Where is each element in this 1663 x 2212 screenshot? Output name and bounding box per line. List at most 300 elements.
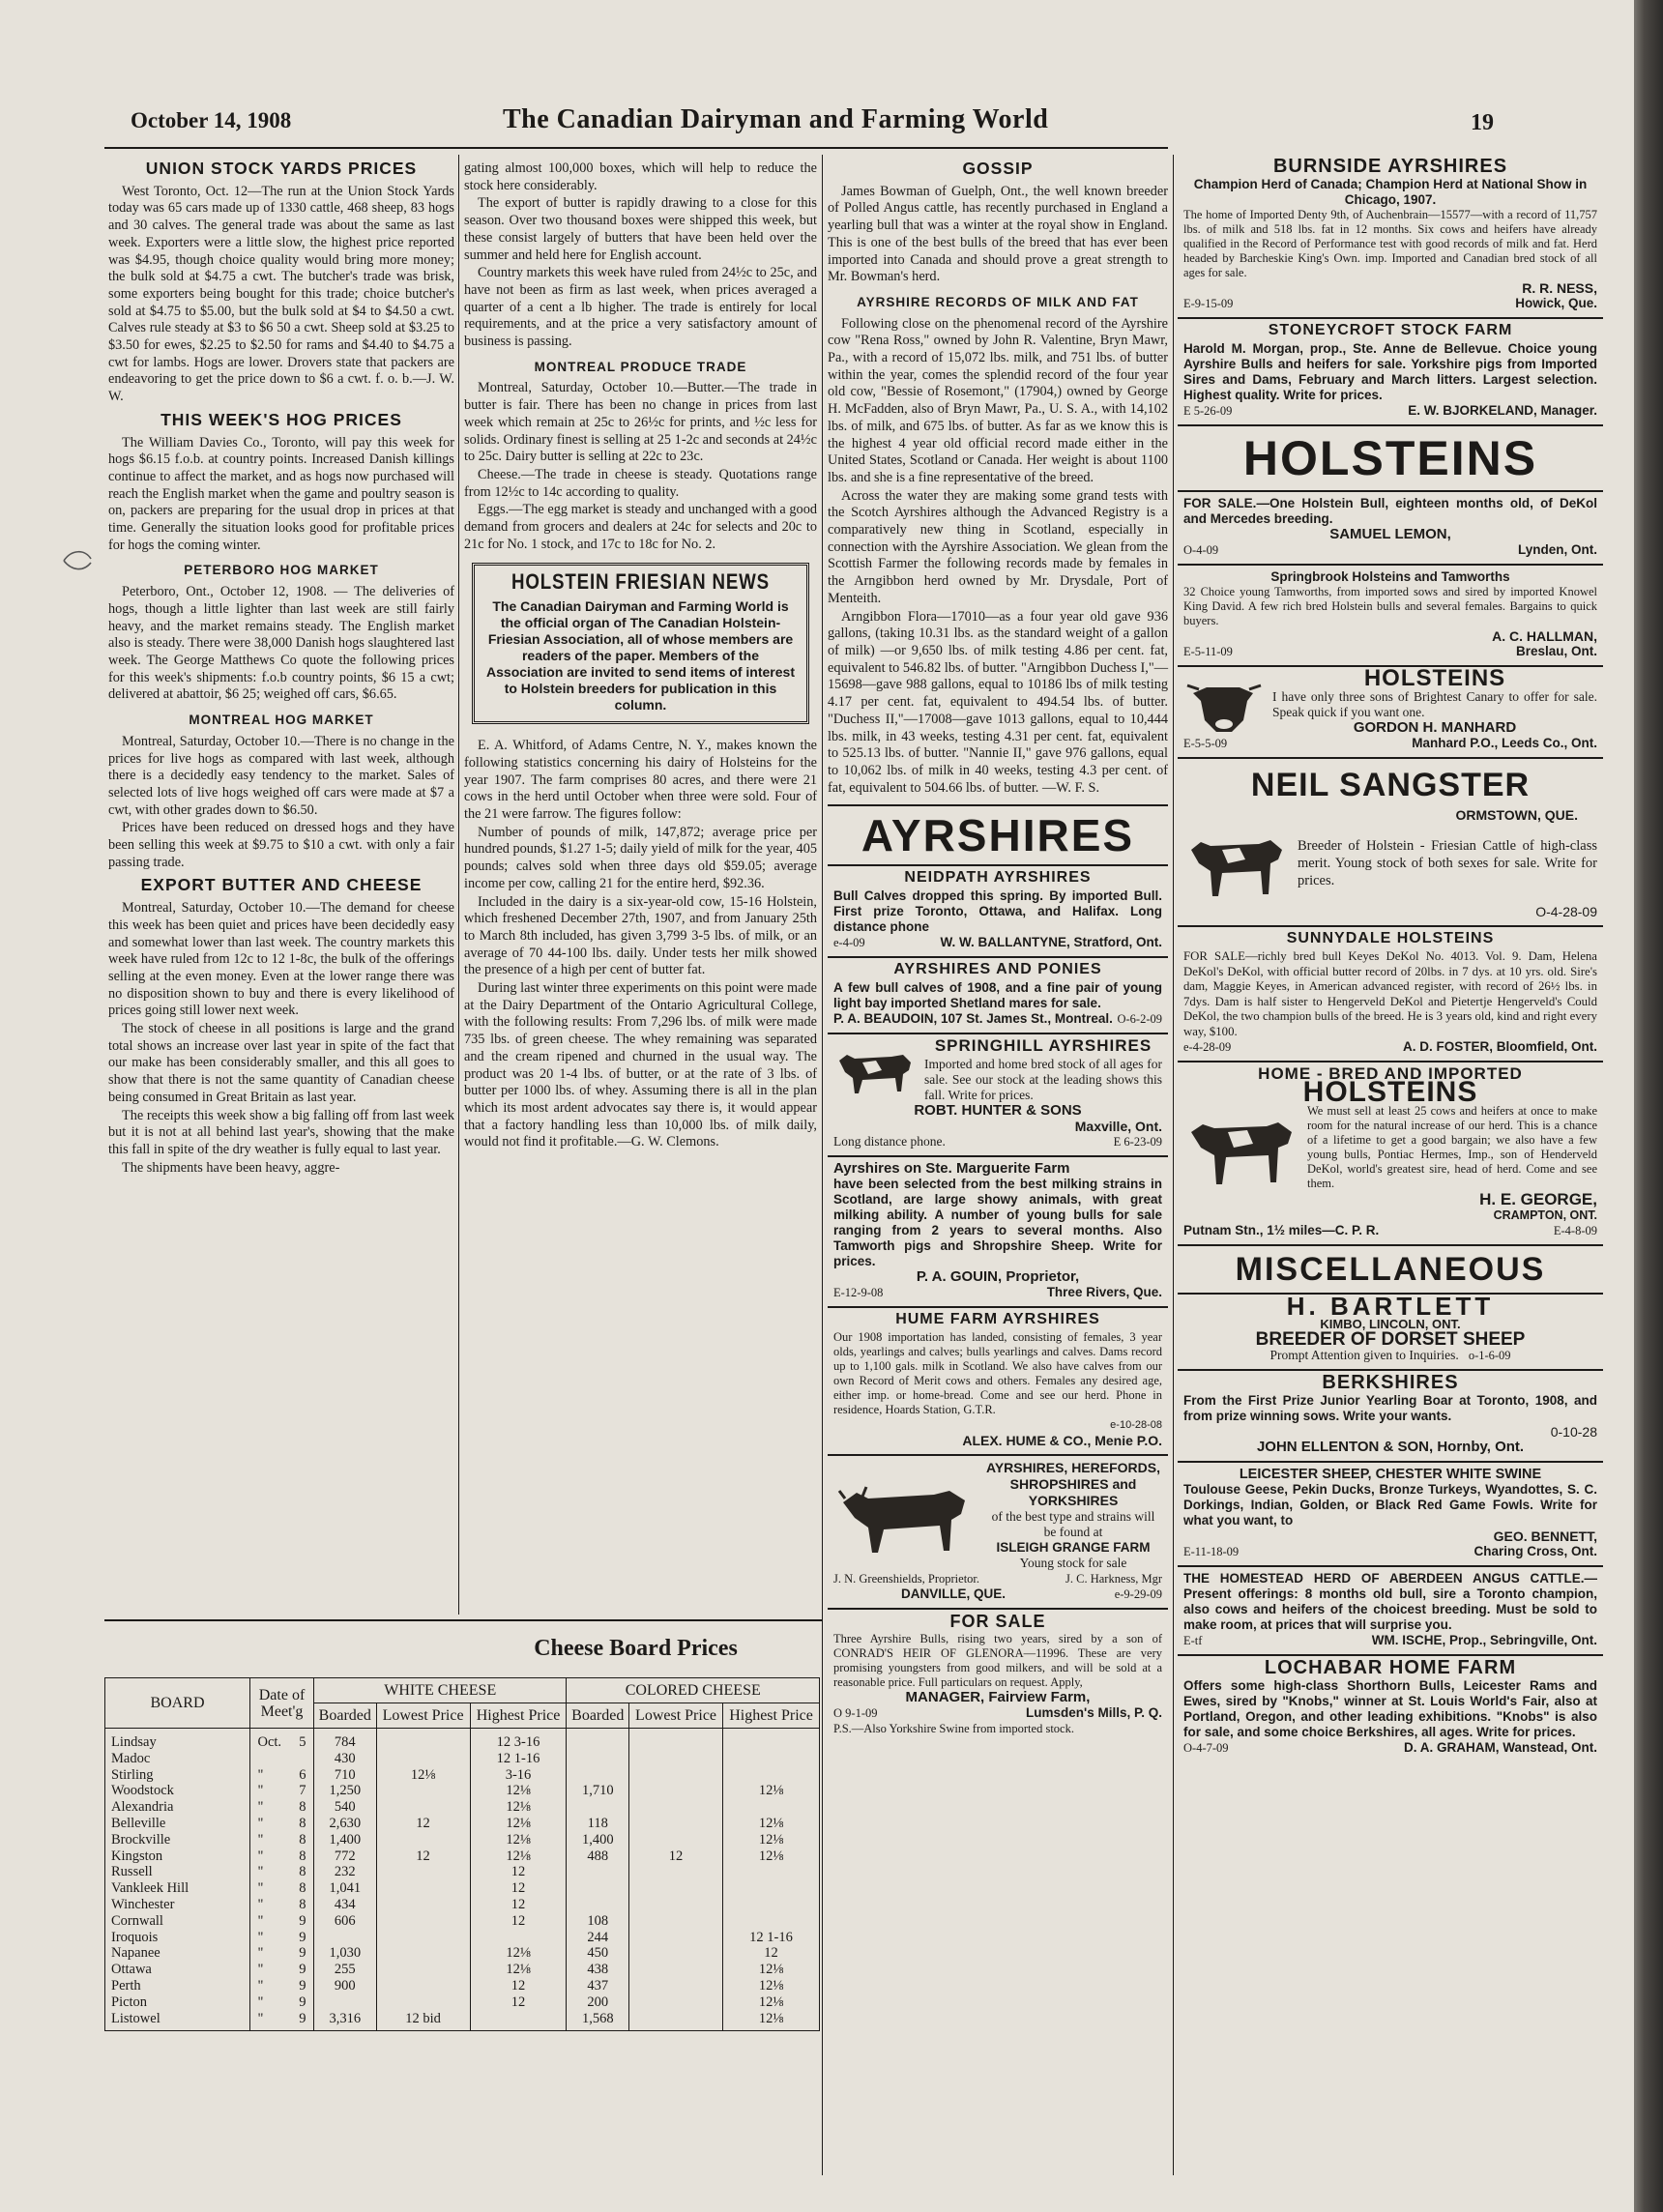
lemon-place: Lynden, Ont. bbox=[1518, 542, 1597, 557]
board-cell: Winchester bbox=[105, 1897, 250, 1913]
white-highest-cell: 12⅛ bbox=[470, 1816, 567, 1832]
white-boarded-cell: 1,400 bbox=[314, 1832, 377, 1848]
springbrook-heading: Springbrook Holsteins and Tamworths bbox=[1270, 569, 1510, 584]
date-day: 9 bbox=[299, 1945, 306, 1962]
manhard-body: I have only three sons of Brightest Canary to offer for sale. Speak quick if you want one. bbox=[1272, 689, 1597, 719]
burnside-ad bbox=[1178, 155, 1603, 319]
colored-highest-cell bbox=[723, 1864, 820, 1880]
hog-prices-heading: THIS WEEK'S HOG PRICES bbox=[160, 409, 402, 429]
white-lowest-cell: 12 bid bbox=[376, 2011, 470, 2031]
date-month: Oct. bbox=[257, 1734, 282, 1750]
whitford-article-p2: Number of pounds of milk, 147,872; average price per hundred pounds, $1.27 1-5; daily yield of milk for the year, 405 pounds; calves sold when three days old $59.05; average income per cow, calling 21 for the entire herd, $92.36. bbox=[464, 824, 817, 891]
column-rule-1 bbox=[458, 155, 459, 1615]
white-boarded-cell: 430 bbox=[314, 1751, 377, 1767]
header-rule bbox=[104, 147, 1168, 149]
homestead-code: E-tf bbox=[1183, 1634, 1203, 1647]
page-number: 19 bbox=[1471, 110, 1494, 135]
colored-highest-cell: 12⅛ bbox=[723, 1978, 820, 1994]
column-1 bbox=[108, 155, 454, 1178]
white-highest-cell: 12⅛ bbox=[470, 1945, 567, 1962]
table-row bbox=[105, 1751, 820, 1767]
colored-lowest-cell bbox=[629, 1864, 723, 1880]
colored-highest-cell bbox=[723, 1799, 820, 1816]
board-cell: Belleville bbox=[105, 1816, 250, 1832]
board-cell: Listowel bbox=[105, 2011, 250, 2031]
white-boarded-cell: 255 bbox=[314, 1962, 377, 1978]
table-top-rule bbox=[104, 1619, 822, 1621]
white-boarded-cell: 434 bbox=[314, 1897, 377, 1913]
union-stock-yards-heading: UNION STOCK YARDS PRICES bbox=[145, 159, 418, 178]
date-cell bbox=[250, 1767, 314, 1784]
white-highest-cell: 12 1-16 bbox=[470, 1751, 567, 1767]
white-boarded-cell bbox=[314, 1994, 377, 2011]
bennett-ad bbox=[1178, 1463, 1603, 1567]
marguerite-ad bbox=[828, 1157, 1168, 1308]
isleigh-body-2: Young stock for sale bbox=[1019, 1556, 1127, 1571]
springhill-phone: Long distance phone. bbox=[833, 1134, 946, 1150]
board-cell: Cornwall bbox=[105, 1913, 250, 1930]
date-cell bbox=[250, 1994, 314, 2011]
white-boarded-cell bbox=[314, 1930, 377, 1946]
lochabar-ad bbox=[1178, 1656, 1603, 1761]
isleigh-proprietor: J. N. Greenshields, Proprietor. bbox=[833, 1572, 980, 1586]
date-day: 8 bbox=[299, 1896, 306, 1912]
date-day: 9 bbox=[299, 1962, 306, 1978]
cow-illustration-icon-2 bbox=[1183, 823, 1290, 904]
date-day: 9 bbox=[299, 1977, 306, 1994]
marguerite-heading: Ayrshires on Ste. Marguerite Farm bbox=[833, 1160, 1070, 1178]
isleigh-ad bbox=[828, 1456, 1168, 1610]
white-boarded-cell: 710 bbox=[314, 1767, 377, 1784]
berkshires-code: 0-10-28 bbox=[1550, 1424, 1597, 1440]
white-highest-cell: 12⅛ bbox=[470, 1783, 567, 1799]
union-stock-yards-article: West Toronto, Oct. 12—The run at the Union Stock Yards today was 65 cars made up of 1330 cattle, 468 sheep, 83 hogs and 30 calves. The general trade was about the same as last week. Exporters were a little slow, the highest price reported was $4.95, though choice quality would bring more money; the bulk sold at $4.75 a cwt. The butcher's trade was brisk, some exporters being bought for this trade; choice butcher's sold at $4.75 to $5.00, but the bulk sold at $4 to $4.50 a cwt. Calves rule steady at $3 to $6 50 a cwt. Sheep sold at $3.25 to $3.50 for ewes, $2.25 to $2.50 for rams and $4.40 to $4.75 a cwt for lambs. Hogs are lower. Drovers state that packers are endeavoring to get the price down to $6 a cwt. f. o. b.—J. W. W. bbox=[108, 183, 454, 405]
bennett-heading: LEICESTER SHEEP, CHESTER WHITE SWINE bbox=[1239, 1467, 1542, 1482]
ayrshires-section bbox=[828, 804, 1168, 1742]
white-lowest-cell bbox=[376, 1994, 470, 2011]
white-highest-cell bbox=[470, 2011, 567, 2031]
colored-highest-cell bbox=[723, 1913, 820, 1930]
colored-lowest-cell bbox=[629, 1930, 723, 1946]
date-month: " bbox=[257, 1880, 264, 1897]
date-day: 6 bbox=[299, 1766, 306, 1783]
colored-highest-cell: 12 bbox=[723, 1945, 820, 1962]
column-header-white-highest: Highest Price bbox=[470, 1703, 567, 1729]
ponies-heading: AYRSHIRES AND PONIES bbox=[893, 961, 1102, 978]
white-lowest-cell bbox=[376, 1832, 470, 1848]
board-cell: Vankleek Hill bbox=[105, 1880, 250, 1897]
date-cell bbox=[250, 1897, 314, 1913]
colored-highest-cell bbox=[723, 1897, 820, 1913]
date-cell bbox=[250, 1913, 314, 1930]
neidpath-heading: NEIDPATH AYRSHIRES bbox=[904, 869, 1092, 887]
marguerite-code: E-12-9-08 bbox=[833, 1286, 884, 1300]
colored-lowest-cell bbox=[629, 1897, 723, 1913]
colored-highest-cell: 12⅛ bbox=[723, 1816, 820, 1832]
date-month: " bbox=[257, 2010, 264, 2026]
neidpath-body: Bull Calves dropped this spring. By imported Bull. First prize Toronto, Ottawa, and Halifax. Long distance phone bbox=[833, 888, 1162, 935]
lochabar-code: O-4-7-09 bbox=[1183, 1741, 1229, 1755]
whitford-article-p4: During last winter three experiments on this point were made at the Dairy Department of the Ontario Agricultural College, with the following results: From 7,296 lbs. of milk were made 735 lbs. of green cheese. The whey remaining was separated and the cream ripened and churned in the usual way. The product was 20 1-4 lbs. of butter, or at the rate of 3 lbs. of butter per 1000 lbs. of whey. Assuming there is all in the plan which its most ardent advocates say there is, it would appear that a factory handling less than 10,000 lbs. of milk daily, would not find it profitable.—G. W. Clemons. bbox=[464, 980, 817, 1150]
white-lowest-cell: 12⅛ bbox=[376, 1767, 470, 1784]
holstein-news-heading: HOLSTEIN FRIESIAN NEWS bbox=[511, 569, 771, 595]
white-lowest-cell bbox=[376, 1864, 470, 1880]
board-cell: Stirling bbox=[105, 1767, 250, 1784]
table-row bbox=[105, 1945, 820, 1962]
masthead-title: The Canadian Dairyman and Farming World bbox=[503, 104, 1049, 134]
column-group-colored: COLORED CHEESE bbox=[567, 1678, 820, 1703]
homestead-body: THE HOMESTEAD HERD OF ABERDEEN ANGUS CATTLE.—Present offerings: 8 months old bull, sire a Toronto champion, also cows and heifers of the choicest breeding. Must be sold to make room, at prices that will surprise you. bbox=[1183, 1571, 1597, 1632]
white-boarded-cell: 3,316 bbox=[314, 2011, 377, 2031]
burnside-heading: BURNSIDE AYRSHIRES bbox=[1272, 156, 1508, 177]
white-lowest-cell bbox=[376, 1799, 470, 1816]
ponies-body: A few bull calves of 1908, and a fine pair of young light bay imported Shetland mares for sale. bbox=[833, 980, 1162, 1011]
board-cell: Iroquois bbox=[105, 1930, 250, 1946]
column-header-white-boarded: Boarded bbox=[314, 1703, 377, 1729]
stoneycroft-signature: E. W. BJORKELAND, Manager. bbox=[1408, 403, 1597, 418]
column-header-board: BOARD bbox=[105, 1678, 250, 1729]
burnside-place: Howick, Que. bbox=[1515, 296, 1597, 310]
white-boarded-cell: 784 bbox=[314, 1729, 377, 1751]
stoneycroft-ad bbox=[1178, 319, 1603, 426]
white-highest-cell: 12 bbox=[470, 1897, 567, 1913]
table-row bbox=[105, 1994, 820, 2011]
colored-boarded-cell bbox=[567, 1729, 629, 1751]
table-row bbox=[105, 1913, 820, 1930]
table-row bbox=[105, 1864, 820, 1880]
colored-boarded-cell bbox=[567, 1864, 629, 1880]
produce-trade-heading: MONTREAL PRODUCE TRADE bbox=[534, 359, 747, 374]
whitford-article-p1: E. A. Whitford, of Adams Centre, N. Y., makes known the following statistics concerning his dairy of Holsteins for the year 1907. The farm comprises 80 acres, and there were 21 cows in the herd until October when three were sold. Four of the 21 were farrow. The figures follow: bbox=[464, 738, 817, 822]
date-cell bbox=[250, 1816, 314, 1832]
date-month: " bbox=[257, 1831, 264, 1848]
cow-head-illustration-icon bbox=[1183, 672, 1265, 736]
springhill-code: E 6-23-09 bbox=[1113, 1135, 1162, 1150]
date-day: 8 bbox=[299, 1864, 306, 1880]
hume-signature: ALEX. HUME & CO., Menie P.O. bbox=[962, 1433, 1162, 1449]
bartlett-code: o-1-6-09 bbox=[1468, 1349, 1511, 1362]
date-month: " bbox=[257, 1929, 264, 1945]
table-row bbox=[105, 1848, 820, 1865]
colored-boarded-cell bbox=[567, 1897, 629, 1913]
neidpath-ad bbox=[828, 866, 1168, 958]
montreal-hog-heading: MONTREAL HOG MARKET bbox=[189, 713, 374, 728]
george-station: Putnam Stn., 1½ miles—C. P. R. bbox=[1183, 1223, 1380, 1237]
export-butter-heading: EXPORT BUTTER AND CHEESE bbox=[140, 875, 423, 895]
white-boarded-cell: 232 bbox=[314, 1864, 377, 1880]
colored-highest-cell: 12⅛ bbox=[723, 1832, 820, 1848]
table-row bbox=[105, 1930, 820, 1946]
sangster-place: ORMSTOWN, QUE. bbox=[1455, 807, 1578, 823]
colored-lowest-cell bbox=[629, 1751, 723, 1767]
colored-highest-cell: 12⅛ bbox=[723, 1848, 820, 1865]
white-boarded-cell: 772 bbox=[314, 1848, 377, 1865]
berkshires-ad bbox=[1178, 1371, 1603, 1463]
colored-lowest-cell bbox=[629, 1767, 723, 1784]
gossip-heading: GOSSIP bbox=[962, 159, 1034, 178]
date-month: " bbox=[257, 1912, 264, 1929]
colored-highest-cell: 12⅛ bbox=[723, 1962, 820, 1978]
white-boarded-cell: 1,041 bbox=[314, 1880, 377, 1897]
date-month: " bbox=[257, 1783, 264, 1799]
table-row bbox=[105, 1897, 820, 1913]
colored-lowest-cell bbox=[629, 1994, 723, 2011]
date-day: 8 bbox=[299, 1815, 306, 1831]
sunnydale-ad bbox=[1178, 927, 1603, 1062]
pencil-mark-icon bbox=[58, 541, 97, 580]
board-cell: Woodstock bbox=[105, 1783, 250, 1799]
berkshires-heading: BERKSHIRES bbox=[1322, 1372, 1459, 1393]
table-row bbox=[105, 1816, 820, 1832]
export-article-p1: Montreal, Saturday, October 10.—The demand for cheese this week has been quiet and prices have been decidedly easy and somewhat lower than last week. The country markets this week have ruled from 12c to 12 1-8c, the bulk of the offerings selling at the even money. Even at the lower range there was no disposition shown to buy and there is every likelihood of prices going still lower next week. bbox=[108, 900, 454, 1019]
ayrshire-records-p2: Across the water they are making some grand tests with the Scotch Ayrshires although the Advanced Registry is a comparatively new thing in Scotland, especially in connection with the Ayrshire Association. We glean from the Scottish Farmer the following records made by females in the Arngibbon herd owned by Mr. Drysdale, Port of Menteith. bbox=[828, 487, 1168, 606]
date-day: 5 bbox=[299, 1734, 306, 1750]
colored-highest-cell bbox=[723, 1767, 820, 1784]
issue-date: October 14, 1908 bbox=[131, 108, 292, 132]
peterboro-article: Peterboro, Ont., October 12, 1908. — The deliveries of hogs, though a little lighter than last week are still fairly heavy, and the market remains steady. The English market also is steady. There were 38,000 Danish hogs slaughtered last week. The George Matthews Co quote the following prices for this week's shipments: f.o.b country points, $6 15 a cwt; delivered at abattoir, $6 25; weighed off cars, $6.65. bbox=[108, 584, 454, 703]
montreal-hog-article-p2: Prices have been reduced on dressed hogs and they have been selling this week at $9.75 to $10 a cwt. with only a fair passing trade. bbox=[108, 820, 454, 870]
ayrshire-records-heading: AYRSHIRE RECORDS OF MILK AND FAT bbox=[857, 294, 1139, 309]
george-signature: H. E. GEORGE, bbox=[1479, 1190, 1597, 1208]
for-sale-postscript: P.S.—Also Yorkshire Swine from imported stock. bbox=[833, 1722, 1074, 1736]
colored-lowest-cell bbox=[629, 2011, 723, 2031]
ayrshires-banner: AYRSHIRES bbox=[828, 806, 1168, 866]
colored-boarded-cell: 108 bbox=[567, 1913, 629, 1930]
white-boarded-cell: 1,030 bbox=[314, 1945, 377, 1962]
marguerite-body: have been selected from the best milking strains in Scotland, are large showy animals, with great milking ability. A number of young bulls for sale ranging from 2 years to several months. Also Tamworth pigs and Shropshire Sheep. Write for prices. bbox=[833, 1177, 1162, 1269]
date-month: " bbox=[257, 1994, 264, 2010]
white-boarded-cell: 900 bbox=[314, 1978, 377, 1994]
board-cell: Alexandria bbox=[105, 1799, 250, 1816]
lochabar-body: Offers some high-class Shorthorn Bulls, Leicester Rams and Ewes, sired by "Knobs," winner at St. Louis World's Fair, also at Portland, Oregon, and other leading exhibitions. "Knobs" is also for sale, and some choice Berkshires, all ages. Write for prices. bbox=[1183, 1678, 1597, 1739]
table-row bbox=[105, 1783, 820, 1799]
colored-lowest-cell bbox=[629, 1799, 723, 1816]
for-sale-heading: FOR SALE bbox=[949, 1612, 1046, 1632]
date-cell bbox=[250, 1729, 314, 1751]
burnside-signature: R. R. NESS, bbox=[1522, 280, 1597, 296]
colored-highest-cell bbox=[723, 1729, 820, 1751]
springbrook-ad bbox=[1178, 566, 1603, 667]
ayrshire-records-p1: Following close on the phenomenal record of the Ayrshire cow "Rena Ross," owned by John R. Valentine, Bryn Mawr, Pa., with a record of 15,072 lbs. milk, and 751 lbs. of butter within the year, comes the splendid record of the four year old cow, "Bessie of Rosemont," (17904,) owned by George H. McFadden, also of Bryn Mawr, Pa., U. S. A., with 14,102 lbs. of milk, and 675 lbs. of butter. As far as we know this is the highest 4 year old official record made either in the United States, Scotland or Canada. Her weight is about 1100 lbs. and she is a fine representative of the breed. bbox=[828, 315, 1168, 485]
white-lowest-cell bbox=[376, 1945, 470, 1962]
manhard-signature: GORDON H. MANHARD bbox=[1353, 719, 1517, 736]
date-cell bbox=[250, 1930, 314, 1946]
colored-lowest-cell bbox=[629, 1880, 723, 1897]
marguerite-signature: P. A. GOUIN, Proprietor, bbox=[916, 1268, 1080, 1286]
sunnydale-heading: SUNNYDALE HOLSTEINS bbox=[1286, 930, 1495, 946]
george-place: CRAMPTON, ONT. bbox=[1493, 1208, 1597, 1222]
holsteins-banner: HOLSTEINS bbox=[1178, 426, 1603, 492]
lochabar-heading: LOCHABAR HOME FARM bbox=[1264, 1657, 1517, 1678]
date-cell bbox=[250, 1783, 314, 1799]
book-spine bbox=[1634, 0, 1663, 2212]
date-cell bbox=[250, 1962, 314, 1978]
ponies-signature: P. A. BEAUDOIN, 107 St. James St., Montreal. bbox=[833, 1011, 1113, 1027]
colored-lowest-cell bbox=[629, 1978, 723, 1994]
ayrshire-records-p3: Arngibbon Flora—17010—as a four year old gave 936 gallons, (taking 10.31 lbs. as the standard weight of a gallon of milk) —or 9,650 lbs. of milk testing 4.86 per cent. fat, equivalent to 546.82 lbs. of butter. "Arngibbon Duchess I,"—15698—gave 988 gallons, equal to 10186 lbs of milk testing 4.17 per cent. fat, equivalent to 494.54 lbs. of butter. "Duchess II,"—17008—gave 1013 gallons, equal to 10,444 lbs. milk, in 43 weeks, testing 4.31 per cent. fat, equivalent to 525.13 lbs. of butter. "Nannie II," gave 976 gallons, equal to 10,062 lbs. of milk in 40 weeks, testing 4.3 per cent. of fat, equivalent to 504.66 lbs. of butter. —W. F. S. bbox=[828, 608, 1168, 796]
board-cell: Russell bbox=[105, 1864, 250, 1880]
colored-lowest-cell bbox=[629, 1816, 723, 1832]
table-row bbox=[105, 1729, 820, 1751]
colored-boarded-cell: 438 bbox=[567, 1962, 629, 1978]
colored-boarded-cell: 200 bbox=[567, 1994, 629, 2011]
white-highest-cell bbox=[470, 1930, 567, 1946]
sunnydale-code: e-4-28-09 bbox=[1183, 1040, 1232, 1054]
colored-highest-cell: 12 1-16 bbox=[723, 1930, 820, 1946]
george-code: E-4-8-09 bbox=[1553, 1224, 1597, 1237]
date-cell bbox=[250, 2011, 314, 2031]
colored-boarded-cell: 437 bbox=[567, 1978, 629, 1994]
white-highest-cell: 12⅛ bbox=[470, 1832, 567, 1848]
page-header bbox=[131, 104, 1494, 145]
miscellaneous-banner: MISCELLANEOUS bbox=[1178, 1246, 1603, 1295]
isleigh-place: DANVILLE, QUE. bbox=[901, 1586, 1007, 1602]
burnside-body: The home of Imported Denty 9th, of Auchenbrain—15577—with a record of 11,757 lbs. of milk and 518 lbs. fat in 12 months. Six cows and heifers have already qualified in the Record of Performance test with good records of milk and fat. Herd headed by Barcheskie King's Own. imp. Imported and Canadian bred stock of all ages for sale. bbox=[1183, 208, 1597, 279]
bartlett-subheading: BREEDER OF DORSET SHEEP bbox=[1255, 1329, 1526, 1350]
colored-boarded-cell bbox=[567, 1799, 629, 1816]
lemon-ad bbox=[1178, 492, 1603, 566]
produce-article-p1: Montreal, Saturday, October 10.—Butter.—The trade in butter is fair. There has been no change in prices from last week which remain at 25c to 26½c for prints, and ½c less for solids. Ordinary finest is selling at 25 1-2c and seconds at 24½c to 25c. Dairy butter is selling at 22c to 23c. bbox=[464, 380, 817, 465]
date-cell bbox=[250, 1880, 314, 1897]
springhill-ad bbox=[828, 1034, 1168, 1157]
colored-highest-cell: 12⅛ bbox=[723, 1994, 820, 2011]
white-lowest-cell bbox=[376, 1880, 470, 1897]
for-sale-signature: MANAGER, Fairview Farm, bbox=[905, 1689, 1091, 1706]
colored-lowest-cell bbox=[629, 1832, 723, 1848]
date-day: 9 bbox=[299, 1929, 306, 1945]
export-continued-p1: gating almost 100,000 boxes, which will help to reduce the stock here considerably. bbox=[464, 160, 817, 193]
white-highest-cell: 12 bbox=[470, 1994, 567, 2011]
date-cell bbox=[250, 1945, 314, 1962]
white-highest-cell: 12 3-16 bbox=[470, 1729, 567, 1751]
isleigh-heading: AYRSHIRES, HEREFORDS, SHROPSHIRES and YORKSHIRES bbox=[986, 1460, 1160, 1509]
isleigh-code: e-9-29-09 bbox=[1114, 1587, 1162, 1602]
sunnydale-signature: A. D. FOSTER, Bloomfield, Ont. bbox=[1403, 1039, 1597, 1054]
board-cell: Brockville bbox=[105, 1832, 250, 1848]
sangster-code: O-4-28-09 bbox=[1535, 904, 1597, 919]
column-4 bbox=[1178, 155, 1603, 1761]
sangster-body: Breeder of Holstein - Friesian Cattle of high-class merit. Young stock of both sexes for sale. Write for prices. bbox=[1298, 838, 1597, 888]
white-highest-cell: 12 bbox=[470, 1864, 567, 1880]
board-cell: Picton bbox=[105, 1994, 250, 2011]
bull-illustration-icon bbox=[833, 1470, 978, 1562]
date-day: 9 bbox=[299, 2010, 306, 2026]
colored-boarded-cell: 450 bbox=[567, 1945, 629, 1962]
export-article-p2: The stock of cheese in all positions is large and the grand total shows an increase over last year in spite of the fact that our make has been considerably smaller, and this all goes to show that there is not the same quantity of Canadian cheese being consumed in Great Britain as last year. bbox=[108, 1021, 454, 1105]
stoneycroft-body: Harold M. Morgan, prop., Ste. Anne de Bellevue. Choice young Ayrshire Bulls and heifers for sale. Yorkshire pigs from Imported Sires and Dams, February and March litters. Largest selection. Highest quality. Write for prices. bbox=[1183, 341, 1597, 402]
burnside-code: E-9-15-09 bbox=[1183, 297, 1234, 310]
neidpath-code: e-4-09 bbox=[833, 936, 865, 950]
holstein-news-notice: The Canadian Dairyman and Farming World is the official organ of The Canadian Holstein-Friesian Association, all of whose members are readers of the paper. Members of the Association are invited to send items of interest to Holstein breeders for publication in this column. bbox=[486, 598, 795, 713]
lochabar-signature: D. A. GRAHAM, Wanstead, Ont. bbox=[1403, 1740, 1597, 1755]
springhill-place: Maxville, Ont. bbox=[1074, 1119, 1162, 1135]
marguerite-place: Three Rivers, Que. bbox=[1046, 1285, 1162, 1300]
table-row bbox=[105, 1832, 820, 1848]
date-day: 8 bbox=[299, 1880, 306, 1897]
white-lowest-cell bbox=[376, 1729, 470, 1751]
column-header-colored-boarded: Boarded bbox=[567, 1703, 629, 1729]
column-3 bbox=[828, 155, 1168, 1742]
date-month: " bbox=[257, 1945, 264, 1962]
white-lowest-cell bbox=[376, 1930, 470, 1946]
date-cell bbox=[250, 1864, 314, 1880]
column-header-colored-lowest: Lowest Price bbox=[629, 1703, 723, 1729]
column-2 bbox=[464, 160, 817, 1152]
berkshires-signature: JOHN ELLENTON & SON, Hornby, Ont. bbox=[1256, 1439, 1525, 1455]
lemon-body: FOR SALE.—One Holstein Bull, eighteen months old, of DeKol and Mercedes breeding. bbox=[1183, 496, 1597, 526]
lemon-signature: SAMUEL LEMON, bbox=[1329, 526, 1451, 542]
board-cell: Madoc bbox=[105, 1751, 250, 1767]
column-rule-3 bbox=[1173, 155, 1174, 2175]
stoneycroft-code: E 5-26-09 bbox=[1183, 404, 1233, 418]
colored-boarded-cell: 244 bbox=[567, 1930, 629, 1946]
colored-lowest-cell: 12 bbox=[629, 1848, 723, 1865]
date-cell bbox=[250, 1751, 314, 1767]
springbrook-signature: A. C. HALLMAN, bbox=[1492, 628, 1597, 644]
date-month: " bbox=[257, 1766, 264, 1783]
produce-article-p2: Cheese.—The trade in cheese is steady. Quotations range from 12½c to 14c according to quality. bbox=[464, 466, 817, 500]
lemon-code: O-4-09 bbox=[1183, 543, 1219, 557]
board-cell: Kingston bbox=[105, 1848, 250, 1865]
white-lowest-cell bbox=[376, 1913, 470, 1930]
isleigh-body-1: of the best type and strains will be found at bbox=[991, 1509, 1155, 1540]
stoneycroft-heading: STONEYCROFT STOCK FARM bbox=[1268, 322, 1513, 338]
colored-highest-cell: 12⅛ bbox=[723, 2011, 820, 2031]
table-row bbox=[105, 1799, 820, 1816]
colored-boarded-cell bbox=[567, 1767, 629, 1784]
burnside-subheading: Champion Herd of Canada; Champion Herd at National Show in Chicago, 1907. bbox=[1193, 177, 1588, 207]
homestead-signature: WM. ISCHE, Prop., Sebringville, Ont. bbox=[1371, 1633, 1597, 1647]
white-boarded-cell: 540 bbox=[314, 1799, 377, 1816]
date-day: 8 bbox=[299, 1831, 306, 1848]
date-month: " bbox=[257, 1896, 264, 1912]
colored-lowest-cell bbox=[629, 1783, 723, 1799]
bartlett-body: Prompt Attention given to Inquiries. bbox=[1269, 1348, 1459, 1362]
hume-body: Our 1908 importation has landed, consisting of females, 3 year olds, yearlings and calves; bulls yearlings and calves. Dams record up to 1,100 gals. milk in Scotland. We also have calves from our own Record of Merit cows and others. Females any desired age, either imp. or home-bread. Come and see our herd. Phone in residence, Hoards Station, G.T.R. bbox=[833, 1330, 1162, 1417]
hume-code: e-10-28-08 bbox=[1110, 1419, 1162, 1432]
isleigh-farm-name: ISLEIGH GRANGE FARM bbox=[996, 1540, 1151, 1556]
export-article-p3: The receipts this week show a big falling off from last week but it is not at all behind last year's, showing that the make this fall in spite of the dry weather is fully equal to last year. bbox=[108, 1107, 454, 1157]
white-lowest-cell bbox=[376, 1962, 470, 1978]
for-sale-ad bbox=[828, 1610, 1168, 1742]
board-cell: Lindsay bbox=[105, 1729, 250, 1751]
sangster-ad bbox=[1178, 759, 1603, 927]
date-cell bbox=[250, 1832, 314, 1848]
holstein-news-box bbox=[472, 563, 809, 724]
export-article-p4: The shipments have been heavy, aggre- bbox=[122, 1159, 340, 1176]
colored-boarded-cell: 488 bbox=[567, 1848, 629, 1865]
date-month: " bbox=[257, 1815, 264, 1831]
gossip-article: James Bowman of Guelph, Ont., the well known breeder of Polled Angus cattle, has recently purchased in England a yearling bull that was a winter at the royal show in England. This is one of the best bulls of the breed that has ever been imported into Canada and should prove a great strength to Mr. Bowman's herd. bbox=[828, 183, 1168, 285]
george-body: We must sell at least 25 cows and heifers at once to make room for the natural increase of our herd. This is a chance of a lifetime to get a good bargain; we also have a few young bulls, Pontiac Hermes, Imp., son of Henderveld DeKol, world's greatest sire, head of herd. Come and see them. bbox=[1307, 1104, 1597, 1190]
export-continued-p3: Country markets this week have ruled from 24½c to 25c, and have not been as firm as last week, when prices averaged a quarter of a cent a lb higher. The trade is entirely for local requirements, and at the price a very satisfactory amount of business is passing. bbox=[464, 265, 817, 350]
springbrook-code: E-5-11-09 bbox=[1183, 645, 1233, 658]
column-header-white-lowest: Lowest Price bbox=[376, 1703, 470, 1729]
bartlett-heading: H. BARTLETT bbox=[1286, 1292, 1495, 1321]
date-day: 7 bbox=[299, 1783, 306, 1799]
colored-boarded-cell: 118 bbox=[567, 1816, 629, 1832]
whitford-article-p3: Included in the dairy is a six-year-old cow, 15-16 Holstein, which freshened December 27th, 1907, and from January 25th to March 8th included, has given 3,799 3-5 lbs. of milk, or an average of 70 44-100 lbs. daily. Under tests her milk showed the presence of a high per cent of butter fat. bbox=[464, 893, 817, 978]
springhill-body: Imported and home bred stock of all ages for sale. See our stock at the leading shows this fall. Write for prices. bbox=[924, 1057, 1162, 1103]
produce-article-p3: Eggs.—The egg market is steady and unchanged with a good demand from grocers and dealers at 24c for selects and 20c to 21c for No. 1 stock, and 17c to 18c for No. 2. bbox=[464, 502, 817, 552]
springhill-signature: ROBT. HUNTER & SONS bbox=[914, 1102, 1082, 1120]
bennett-body: Toulouse Geese, Pekin Ducks, Bronze Turkeys, Wyandottes, S. C. Dorkings, Indian, Golden, or Black Red Game Fowls. Write for what you want, to bbox=[1183, 1482, 1597, 1528]
white-boarded-cell: 1,250 bbox=[314, 1783, 377, 1799]
manhard-heading: HOLSTEINS bbox=[1363, 665, 1506, 691]
white-highest-cell: 12⅛ bbox=[470, 1848, 567, 1865]
export-continued-p2: The export of butter is rapidly drawing to a close for this season. Over two thousand boxes were shipped this week, but these consist largely of butters that have been held over the summer and held here for English account. bbox=[464, 195, 817, 263]
date-cell bbox=[250, 1799, 314, 1816]
